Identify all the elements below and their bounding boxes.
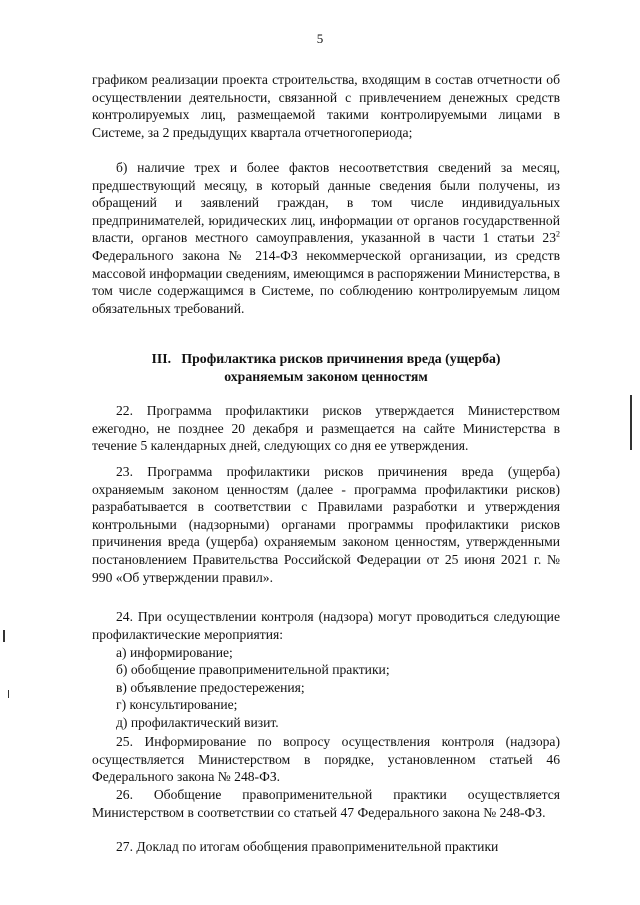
list-item: в) объявление предостережения; (116, 680, 305, 695)
list-item: г) консультирование; (116, 697, 238, 712)
paragraph-22: 22. Программа профилактики рисков утверждается Министерством ежегодно, не позднее 20 декабря и размещается на сайте Министерства в течение 5 календарных дней, следующих со дня ее утверждения. (92, 403, 560, 454)
paragraph-24: 24. При осуществлении контроля (надзора) могут проводиться следующие профилактические мероприятия: (92, 609, 560, 642)
scan-edge-mark (630, 395, 632, 450)
paragraph-b-part1: б) наличие трех и более фактов несоответствия сведений за месяц, предшествующий месяцу, в который данные сведения были получены, из обращений и заявлений граждан, в том числе индивидуальных предпринимателей, юридических лиц, информации от органов государственной власти, органов местного самоуправления, указанной в части 1 статьи 23 (92, 160, 560, 246)
paragraph-b (92, 159, 560, 317)
section-heading-line2: охраняемым законом ценностям (224, 368, 428, 384)
paragraph-a-continuation: графиком реализации проекта строительства, входящим в состав отчетности об осуществлении деятельности, связанной с привлечением денежных средств контролируемых лиц, размещаемой такими контролируемыми лицами в Системе, за 2 предыдущих квартала отчетногопериода; (92, 72, 560, 140)
scan-edge-mark (3, 630, 5, 642)
section-heading (92, 350, 560, 385)
paragraph-23: 23. Программа профилактики рисков причинения вреда (ущерба) охраняемым законом ценностям (далее - программа профилактики рисков) разрабатывается в соответствии с Правилами разработки и утверждения контрольными (надзорными) органами программы профилактики рисков причинения вреда (ущерба) охраняемым законом ценностям, утвержденными постановлением Правительства Российской Федерации от 25 июня 2021 г. № 990 «Об утверждении правил». (92, 464, 560, 585)
scan-edge-mark (8, 690, 9, 698)
paragraph-25: 25. Информирование по вопросу осуществления контроля (надзора) осуществляется Министерством в порядке, установленном статьей 46 Федерального закона № 248-ФЗ. (92, 734, 560, 785)
section-heading-line1: III. Профилактика рисков причинения вреда (ущерба) (151, 351, 501, 366)
page-number: 5 (316, 31, 324, 46)
paragraph-b-part2: Федерального закона № 214-ФЗ некоммерческой организации, из средств массовой информации сведениям, имеющимся в распоряжении Министерства, в том числе содержащимся в Системе, по соблюдению контролируемым лицом обязательных требований. (92, 247, 560, 316)
paragraph-26: 26. Обобщение правоприменительной практики осуществляется Министерством в соответствии со статьей 47 Федерального закона № 248-ФЗ. (92, 787, 560, 820)
list-item: б) обобщение правоприменительной практики; (116, 662, 390, 677)
list-item: д) профилактический визит. (116, 715, 279, 730)
list-item: а) информирование; (116, 645, 233, 660)
superscript: 2 (556, 229, 560, 239)
paragraph-27: 27. Доклад по итогам обобщения правоприменительной практики (116, 839, 499, 854)
